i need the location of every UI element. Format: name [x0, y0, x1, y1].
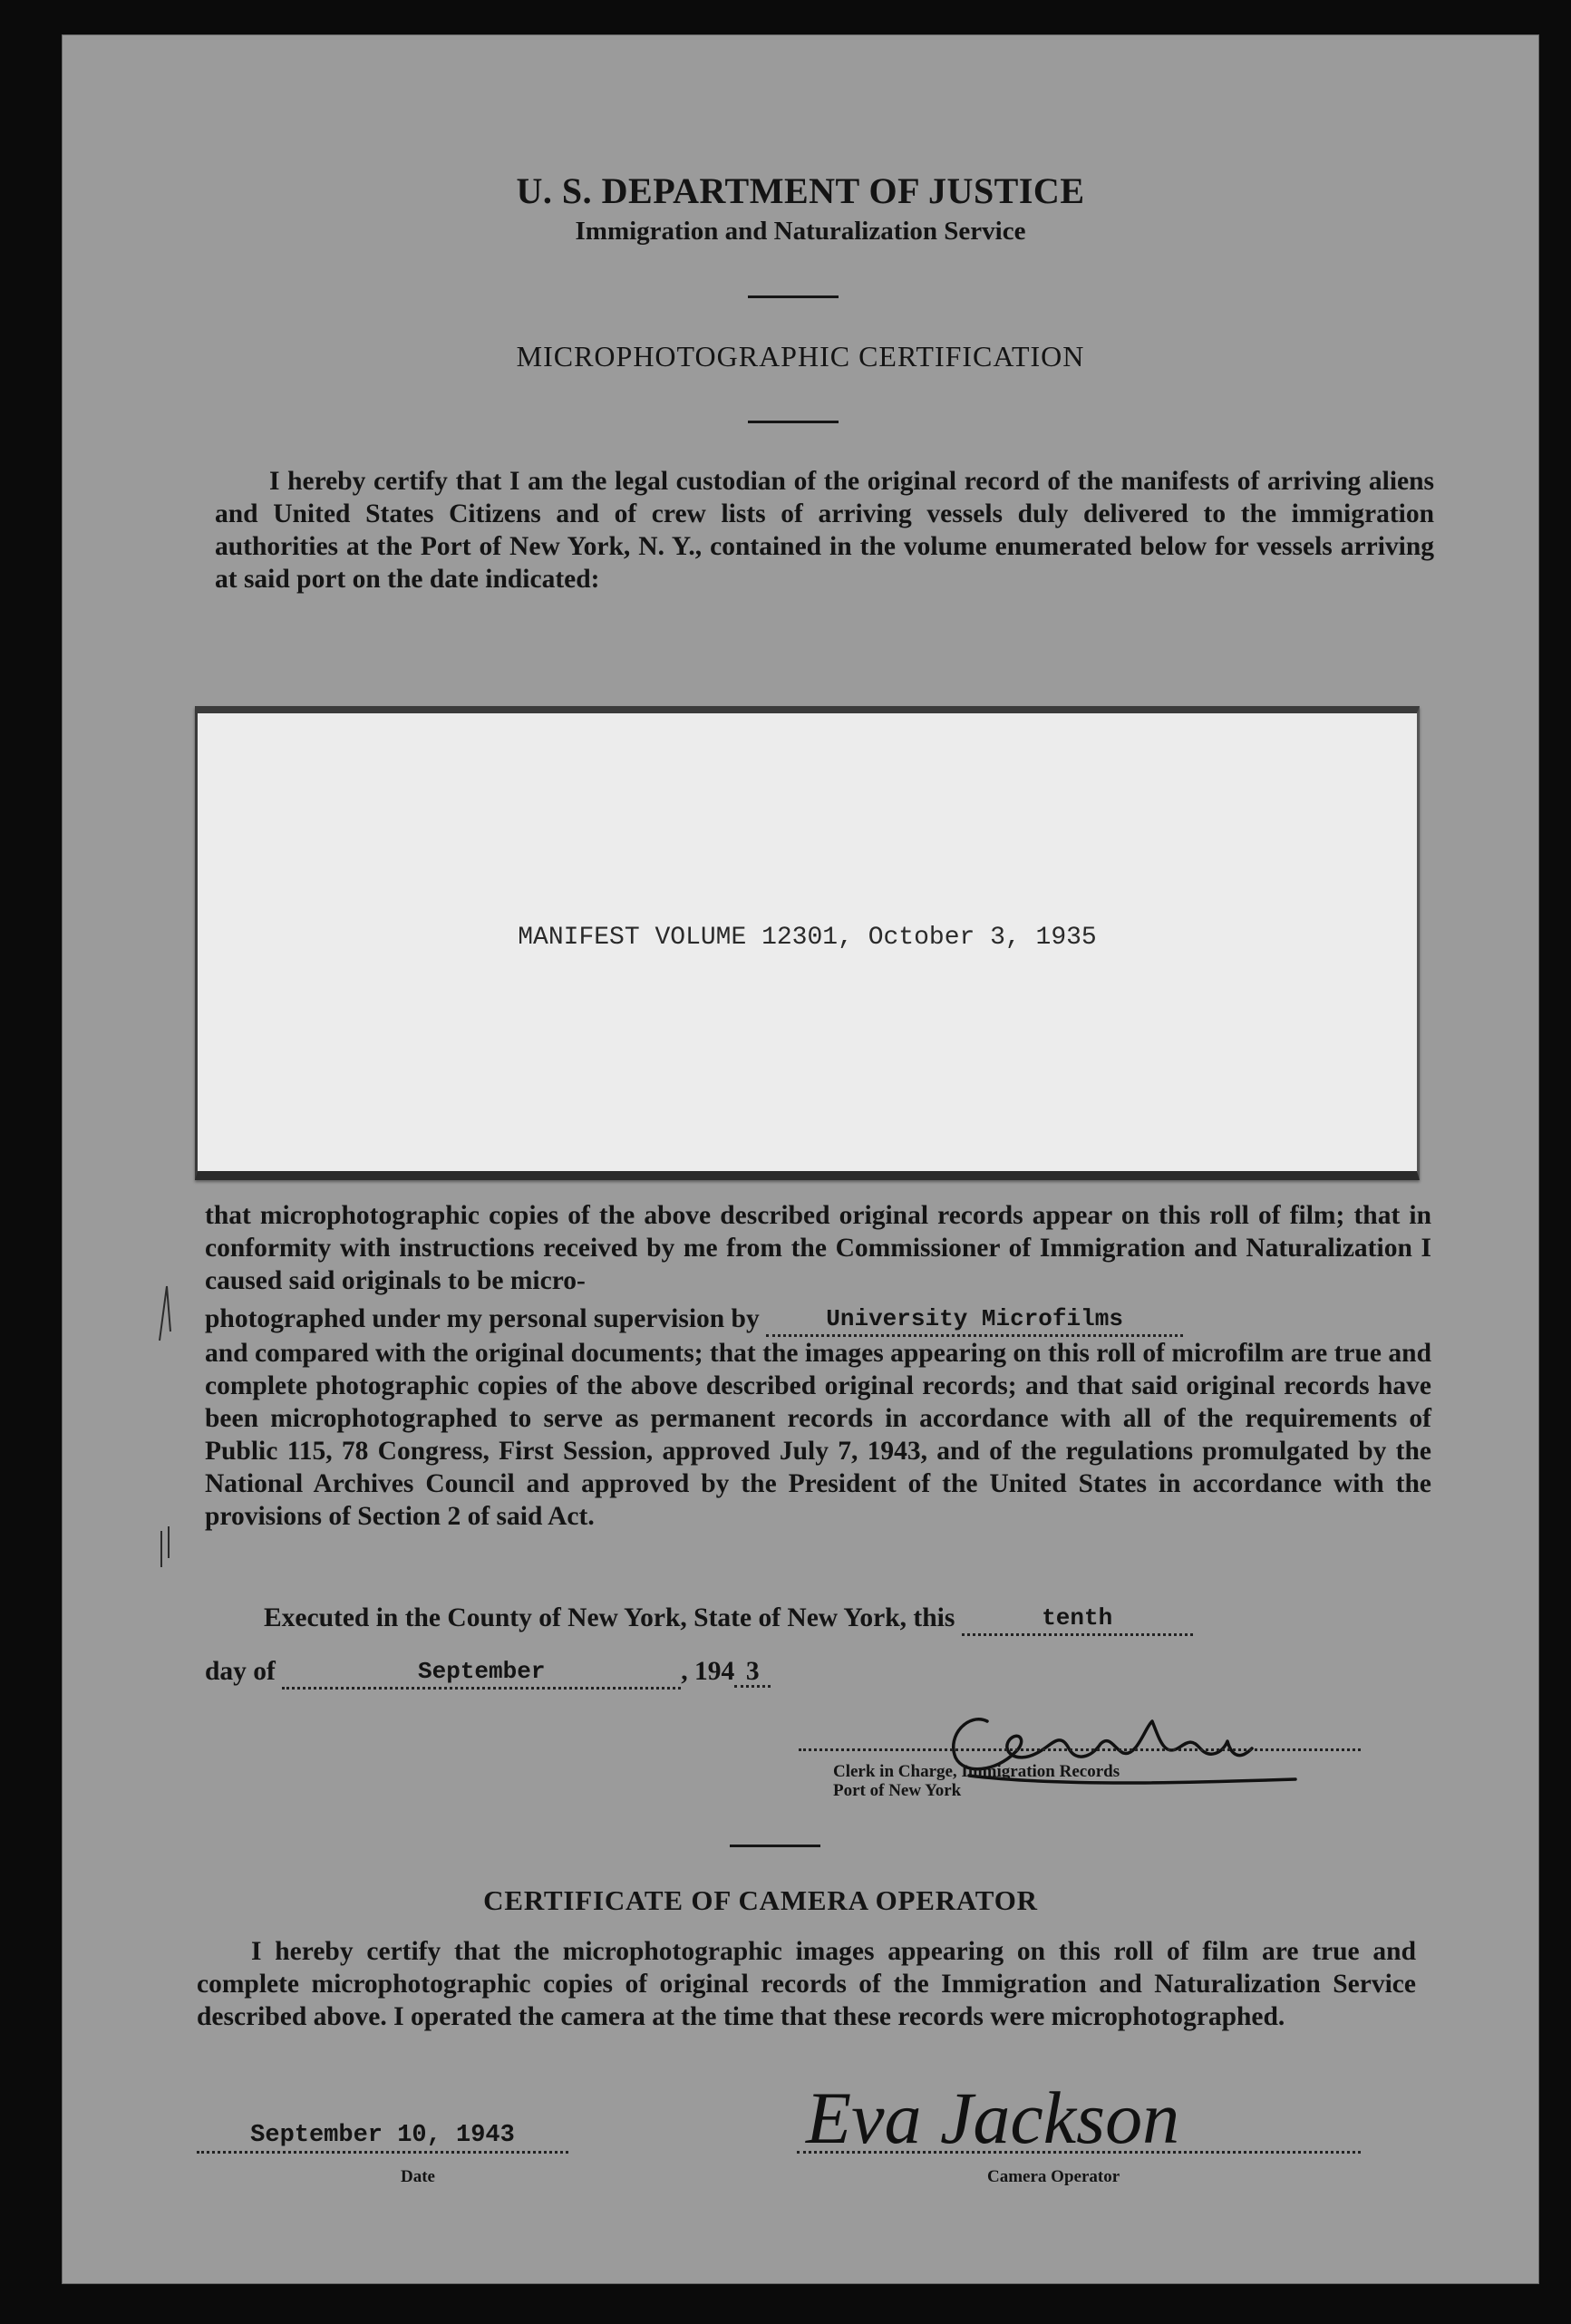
operator-signature-line	[797, 2151, 1361, 2154]
year-suffix: 3	[745, 1657, 760, 1686]
service-subtitle: Immigration and Naturalization Service	[575, 217, 1026, 246]
clerk-title-line1: Clerk in Charge, Immigration Records	[833, 1762, 1120, 1781]
execution-prefix: Executed in the County of New York, State of New York, this	[264, 1603, 955, 1632]
date-line	[205, 1655, 930, 1690]
camera-text: I hereby certify that the microphotographic images appearing on this roll of film are true and complete microphotographic copies of original records of the Immigration and Naturalization Service described above. I operated the camera at the time that these records were microphotographed.	[197, 1937, 1416, 2031]
month-value: September	[418, 1658, 546, 1685]
year-prefix: , 194	[681, 1657, 735, 1686]
clerk-title	[833, 1762, 1286, 1800]
year-field	[734, 1658, 771, 1688]
date-label: Date	[401, 2167, 435, 2186]
body-line1: that microphotographic copies of the above described original records appear on this roll of film; that in conformity with instructions received by me from the Commissioner of Immigration and Naturalization I caused said originals to be micro-	[205, 1201, 1431, 1295]
clerk-title-line2: Port of New York	[833, 1781, 962, 1800]
certification-heading: MICROPHOTOGRAPHIC CERTIFICATION	[516, 340, 1085, 373]
operator-label: Camera Operator	[987, 2167, 1120, 2186]
volume-label-card	[195, 706, 1420, 1180]
date-value: September 10, 1943	[250, 2122, 515, 2149]
day-value: tenth	[1042, 1604, 1113, 1632]
volume-label-text: MANIFEST VOLUME 12301, October 3, 1935	[518, 924, 1097, 952]
day-of-label: day of	[205, 1657, 276, 1686]
date-line-rule	[197, 2151, 568, 2154]
divider-rule	[748, 421, 839, 423]
intro-text: I hereby certify that I am the legal custodian of the original record of the manifests of arriving aliens and United States Citizens and of crew lists of arriving vessels duly delivered to the immigration authorities at the Port of New York, N. Y., contained in the volume enumerated below for vessels arriving at said port on the date indicated:	[215, 467, 1434, 594]
execution-line	[264, 1602, 1442, 1636]
camera-heading: CERTIFICATE OF CAMERA OPERATOR	[483, 1884, 1038, 1916]
day-field	[962, 1604, 1193, 1636]
body-line3: and compared with the original documents; that the images appearing on this roll of microfilm are true and complete photographic copies of the above described original records; and that said original records have been microphotographed to serve as permanent records in accordance with all of the requirements of Public 115, 78 Congress, First Session, approved July 7, 1943, and of the regulations promulgated by the National Archives Council and approved by the President of the United States in accordance with the provisions of Section 2 of said Act.	[205, 1339, 1431, 1531]
camera-paragraph	[197, 1935, 1416, 2033]
clerk-signature-line	[799, 1748, 1361, 1751]
margin-marks	[149, 1268, 185, 1612]
operator-signature-text: Eva Jackson	[806, 2077, 1180, 2159]
date-field	[197, 2122, 568, 2149]
body-line2-prefix: photographed under my personal supervision by	[205, 1304, 760, 1333]
body-line2	[205, 1302, 1431, 1337]
month-field	[282, 1658, 681, 1690]
intro-paragraph	[215, 465, 1434, 596]
body-paragraph	[205, 1199, 1431, 1533]
divider-rule	[730, 1845, 820, 1847]
photographer-field	[766, 1305, 1183, 1337]
certificate-page	[62, 34, 1539, 2284]
photographer-value: University Microfilms	[826, 1305, 1123, 1332]
divider-rule	[748, 295, 839, 298]
department-title: U. S. DEPARTMENT OF JUSTICE	[516, 170, 1085, 211]
operator-signature	[788, 2029, 1295, 2165]
